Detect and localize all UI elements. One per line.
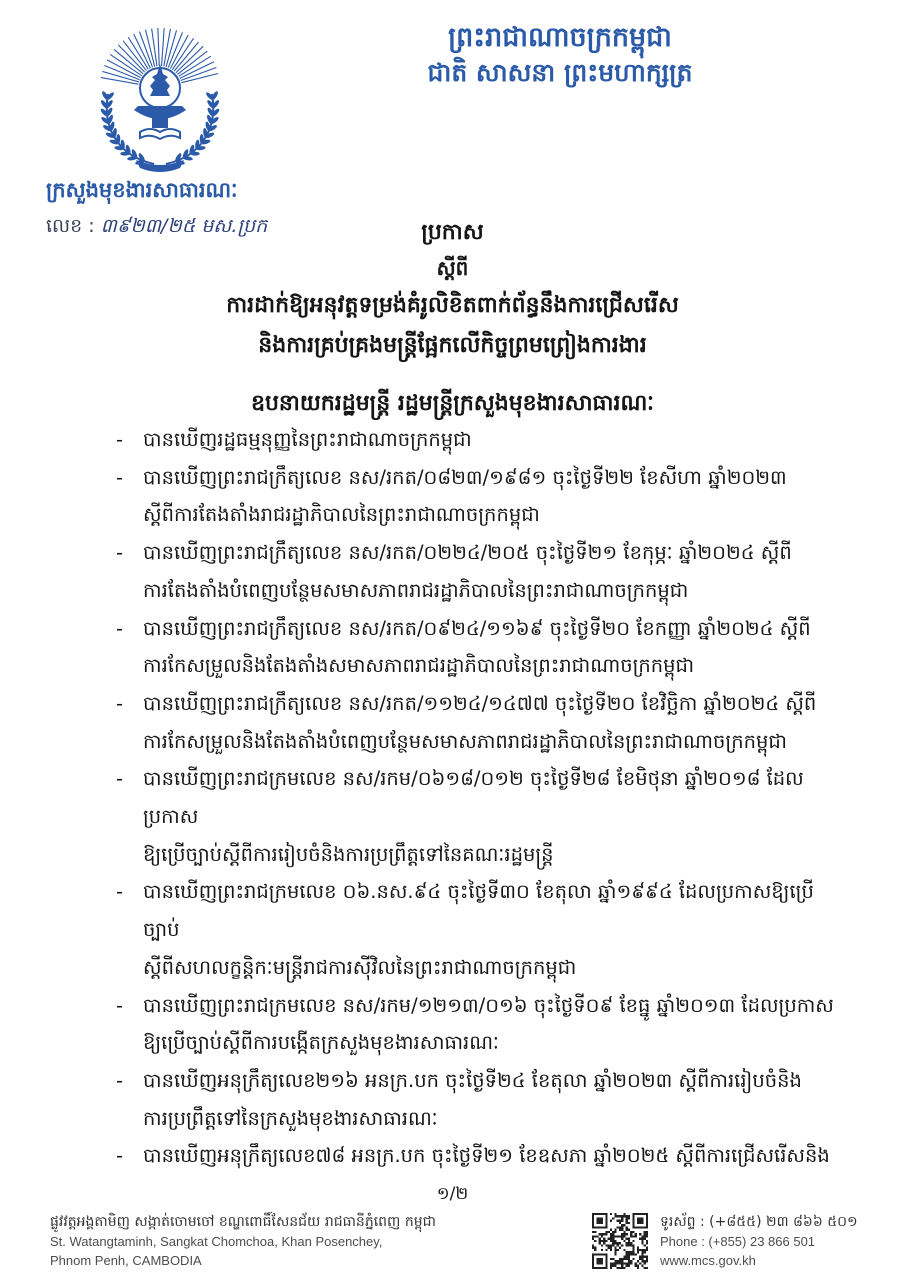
national-motto: ជាតិ សាសនា ព្រះមហាក្សត្រ: [427, 58, 693, 87]
emblem-ray: [110, 54, 142, 75]
phone-khmer: ទូរស័ព្ទ : (+៨៥៥) ២៣ ៨៦៦ ៥០១: [660, 1214, 858, 1230]
reference-label: លេខ :: [46, 215, 95, 237]
list-item-text: [143, 1062, 840, 1137]
bullet-marker: -: [116, 428, 124, 451]
address-khmer: ផ្លូវវត្តអង្គតាមិញ សង្កាត់ចោមចៅ ខណ្ឌពោធិ៍សែនជ័យ រាជធានីភ្នំពេញ កម្ពុជា: [50, 1214, 436, 1230]
coat-of-arms-icon: [90, 14, 230, 174]
emblem-ray: [152, 29, 157, 67]
bullet-marker: -: [116, 1068, 124, 1092]
bullet-marker: -: [116, 691, 124, 715]
list-item-line: បានឃើញព្រះរាជក្រមលេខ ០៦.នស.៩៤ ចុះថ្ងៃទី៣០ ខែតុលា ឆ្នាំ១៩៩៤ ដែលប្រកាសឱ្យប្រើច្បាប់: [143, 880, 814, 942]
list-item-text: [143, 459, 840, 534]
list-item-line: បានឃើញព្រះរាជក្រឹត្យលេខ នស/រកត/០៩២៤/១១៦៩ ចុះថ្ងៃទី២០ ខែកញ្ញា ឆ្នាំ២០២៤ ស្តីពី: [143, 616, 811, 640]
list-item: [110, 610, 840, 685]
list-item-text: [143, 610, 840, 685]
list-item-line: បានឃើញព្រះរាជក្រឹត្យលេខ នស/រកត/០២២៤/២០៥ ចុះថ្ងៃទី២១ ខែកុម្ភៈ ឆ្នាំ២០២៤ ស្តីពី: [143, 541, 792, 565]
list-item-line: ការកែសម្រួលនិងតែងតាំងបំពេញបន្ថែមសមាសភាពរាជរដ្ឋាភិបាលនៃព្រះរាជាណាចក្រកម្ពុជា: [143, 729, 787, 753]
list-item: [110, 421, 840, 459]
list-item-line: ឱ្យប្រើច្បាប់ស្តីពីការបង្កើតក្រសួងមុខងារសាធារណៈ: [143, 1031, 499, 1055]
phone-english: Phone : (+855) 23 866 501: [660, 1234, 816, 1249]
address-english-line-2: Phnom Penh, CAMBODIA: [50, 1253, 202, 1268]
list-item-line: បានឃើញរដ្ឋធម្មនុញ្ញនៃព្រះរាជាណាចក្រកម្ពុជា: [143, 428, 472, 451]
website-url: www.mcs.gov.kh: [660, 1253, 756, 1268]
list-item-line: បានឃើញព្រះរាជក្រឹត្យលេខ នស/រកត/០៨២៣/១៩៨១ ចុះថ្ងៃទី២២ ខែសីហា ឆ្នាំ២០២៣: [143, 465, 787, 489]
list-item-text: [143, 685, 840, 760]
list-item-line: ការប្រព្រឹត្តទៅនៃក្រសួងមុខងារសាធារណៈ: [143, 1106, 438, 1130]
document-type-title: ប្រកាស: [421, 220, 484, 245]
list-item-text: [143, 873, 840, 986]
emblem-ray: [164, 29, 171, 66]
about-label: ស្តីពី: [436, 256, 469, 280]
list-item-line: បានឃើញព្រះរាជក្រឹត្យលេខ នស/រកត/១១២៤/១៤៧៧ ចុះថ្ងៃទី២០ ខែវិច្ឆិកា ឆ្នាំ២០២៤ ស្តីពី: [143, 691, 817, 715]
emblem-ray: [158, 28, 159, 66]
list-item-line: ស្តីពីការតែងតាំងរាជរដ្ឋាភិបាលនៃព្រះរាជាណាចក្រកម្ពុជា: [143, 503, 540, 527]
emblem-ray: [101, 78, 138, 85]
bullet-marker: -: [116, 465, 124, 489]
list-item-line: ស្តីពីសហលក្ខន្តិកៈមន្ត្រីរាជការស៊ីវិលនៃព្រះរាជាណាចក្រកម្ពុជា: [143, 955, 577, 979]
emblem-open-book: [140, 129, 180, 139]
list-item-line: បានឃើញអនុក្រឹត្យលេខ៧៨ អនក្រ.បក ចុះថ្ងៃទី២១ ខែឧសភា ឆ្នាំ២០២៥ ស្តីពីការជ្រើសរើសនិង: [143, 1144, 830, 1168]
emblem-offering-tray: [134, 106, 186, 119]
bullet-marker: -: [116, 541, 124, 565]
bullet-marker: -: [116, 1144, 124, 1168]
footer-contact: [660, 1212, 895, 1270]
list-item-line: បានឃើញព្រះរាជក្រមលេខ នស/រកម/១២១៣/០១៦ ចុះថ្ងៃទី០៩ ខែធ្នូ ឆ្នាំ២០១៣ ដែលប្រកាស: [143, 993, 834, 1017]
list-item-text: [143, 534, 840, 609]
subject-line-1: ការដាក់ឱ្យអនុវត្តទម្រង់គំរូលិខិតពាក់ព័ន្ធនឹងការជ្រើសរើស: [226, 293, 679, 318]
ministry-name: ក្រសួងមុខងារសាធារណៈ: [46, 178, 238, 202]
bullet-marker: -: [116, 993, 124, 1017]
bullet-marker: -: [116, 767, 124, 791]
qr-code-icon: [592, 1213, 648, 1269]
list-item-line: ការកែសម្រួលនិងតែងតាំងសមាសភាពរាជរដ្ឋាភិបាលនៃព្រះរាជាណាចក្រកម្ពុជា: [143, 654, 695, 678]
page-number: ១/២: [436, 1184, 469, 1204]
list-item-text: [143, 421, 840, 459]
list-item: [110, 760, 840, 873]
list-item-line: ឱ្យប្រើច្បាប់ស្តីពីការរៀបចំនិងការប្រព្រឹត្តទៅនៃគណៈរដ្ឋមន្ត្រី: [143, 842, 554, 866]
list-item: [110, 987, 840, 1062]
list-item: [110, 1062, 840, 1137]
list-item-line: [143, 1175, 840, 1179]
issuer-title: ឧបនាយករដ្ឋមន្ត្រី រដ្ឋមន្ត្រីក្រសួងមុខងារសាធារណៈ: [250, 391, 655, 416]
list-item: [110, 459, 840, 534]
kingdom-heading: ព្រះរាជាណាចក្រកម្ពុជា: [448, 22, 672, 53]
list-item: [110, 1137, 840, 1179]
list-item-text: [143, 760, 840, 873]
list-item: [110, 685, 840, 760]
list-item-line: ការតែងតាំងបំពេញបន្ថែមសមាសភាពរាជរដ្ឋាភិបាលនៃព្រះរាជាណាចក្រកម្ពុជា: [143, 578, 689, 602]
preamble-list: [110, 421, 840, 1179]
subject-line-2: និងការគ្រប់គ្រងមន្ត្រីផ្អែកលើកិច្ចព្រមព្រៀងការងារ: [258, 333, 647, 358]
list-item-text: [143, 987, 840, 1062]
emblem-pedestal: [152, 118, 168, 128]
emblem-ray: [162, 28, 165, 66]
list-item-line: បានឃើញព្រះរាជក្រមលេខ នស/រកម/០៦១៨/០១២ ចុះថ្ងៃទី២៨ ខែមិថុនា ឆ្នាំ២០១៨ ដែលប្រកាស: [143, 767, 804, 829]
bullet-marker: -: [116, 880, 124, 904]
list-item: [110, 534, 840, 609]
emblem-ray: [172, 38, 193, 70]
address-english-line-1: St. Watangtaminh, Sangkat Chomchoa, Khan Posenchey,: [50, 1234, 383, 1249]
emblem-leaf: [116, 134, 120, 144]
footer-address: [50, 1212, 580, 1270]
bullet-marker: -: [116, 616, 124, 640]
reference-value: ៣៩២៣/២៥ មស.ប្រក: [100, 215, 268, 237]
list-item: [110, 873, 840, 986]
list-item-text: [143, 1137, 840, 1179]
list-item-line: បានឃើញអនុក្រឹត្យលេខ២១៦ អនក្រ.បក ចុះថ្ងៃទី២៤ ខែតុលា ឆ្នាំ២០២៣ ស្តីពីការរៀបចំនិង: [143, 1068, 802, 1092]
